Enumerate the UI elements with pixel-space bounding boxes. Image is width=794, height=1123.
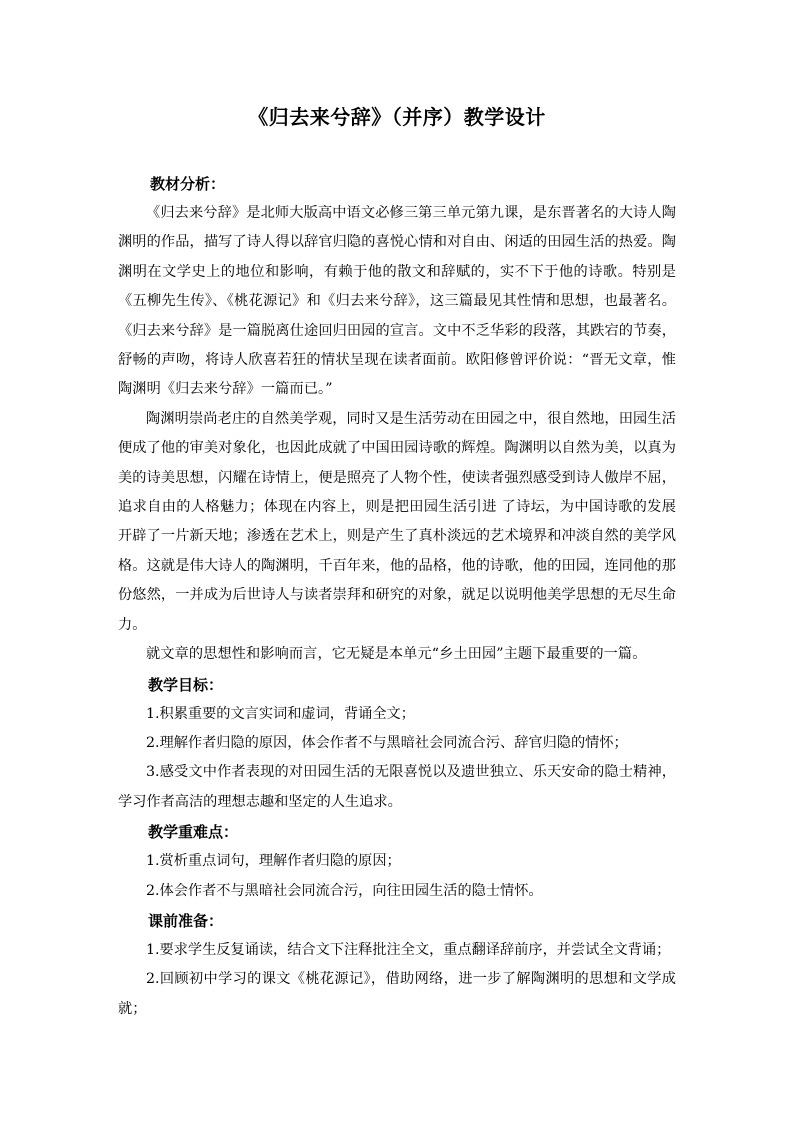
analysis-paragraph-2: 陶渊明崇尚老庄的自然美学观，同时又是生活劳动在田园之中，很自然地，田园生活便成了他的审美对象化，也因此成就了中国田园诗歌的辉煌。陶渊明以自然为美，以真为美的诗美思想，闪耀在诗情上，便是照亮了人物个性，使读者强烈感受到诗人傲岸不屈，追求自由的人格魅力；体现在内容上，则是把田园生活引进 了诗坛，为中国诗歌的发展开辟了一片新天地；渗透在艺术上，则是产生了真朴淡远的艺术境界和冲淡自然的美学风格。这就是伟大诗人的陶渊明，千百年来，他的品格，他的诗歌，他的田园，连同他的那份悠然，一并成为后世诗人与读者崇拜和研究的对象，就足以说明他美学思想的无尽生命力。	[118, 410, 676, 633]
document-page	[118, 100, 676, 1024]
section-heading-analysis: 教材分析：	[150, 175, 226, 193]
goal-item-3: 3.感受文中作者表现的对田园生活的无限喜悦以及遗世独立、乐天安命的隐士精神，学习作者高洁的理想志趣和坚定的人生追求。	[118, 764, 676, 810]
goal-item-2: 2.理解作者归隐的原因，体会作者不与黑暗社会同流合污、辞官归隐的情怀；	[146, 734, 628, 751]
section-heading-goals: 教学目标：	[148, 675, 224, 694]
section-heading-keypoints: 教学重难点：	[148, 823, 239, 842]
section-heading-preparation: 课前准备：	[148, 911, 224, 930]
preparation-item-2: 2.回顾初中学习的课文《桃花源记》，借助网络，进一步了解陶渊明的思想和文学成就；	[118, 971, 676, 1017]
analysis-paragraph-3: 就文章的思想性和影响而言，它无疑是本单元“乡土田园”主题下最重要的一篇。	[146, 646, 647, 663]
preparation-item-1: 1.要求学生反复诵读，结合文下注释批注全文，重点翻译辞前序，并尝试全文背诵；	[146, 941, 671, 958]
document-title: 《归去来兮辞》（并序）教学设计	[248, 105, 546, 129]
analysis-paragraph-1: 《归去来兮辞》是北师大版高中语文必修三第三单元第九课，是东晋著名的大诗人陶渊明的作品，描写了诗人得以辞官归隐的喜悦心情和对自由、闲适的田园生活的热爱。陶渊明在文学史上的地位和影响，有赖于他的散文和辞赋的，实不下于他的诗歌。特别是《五柳先生传》、《桃花源记》和《归去来兮辞》，这三篇最见其性情和思想，也最著名。《归去来兮辞》是一篇脱离仕途回归田园的宣言。文中不乏华彩的段落，其跌宕的节奏，舒畅的声吻，将诗人欣喜若狂的情状呈现在读者面前。欧阳修曾评价说：“晋无文章，惟陶渊明《归去来兮辞》一篇而已。”	[118, 205, 676, 398]
keypoint-item-2: 2.体会作者不与黑暗社会同流合污，向往田园生活的隐士情怀。	[146, 882, 543, 899]
keypoint-item-1: 1.赏析重点词句，理解作者归隐的原因；	[146, 853, 401, 870]
goal-item-1: 1.积累重要的文言实词和虚词，背诵全文；	[146, 705, 415, 722]
